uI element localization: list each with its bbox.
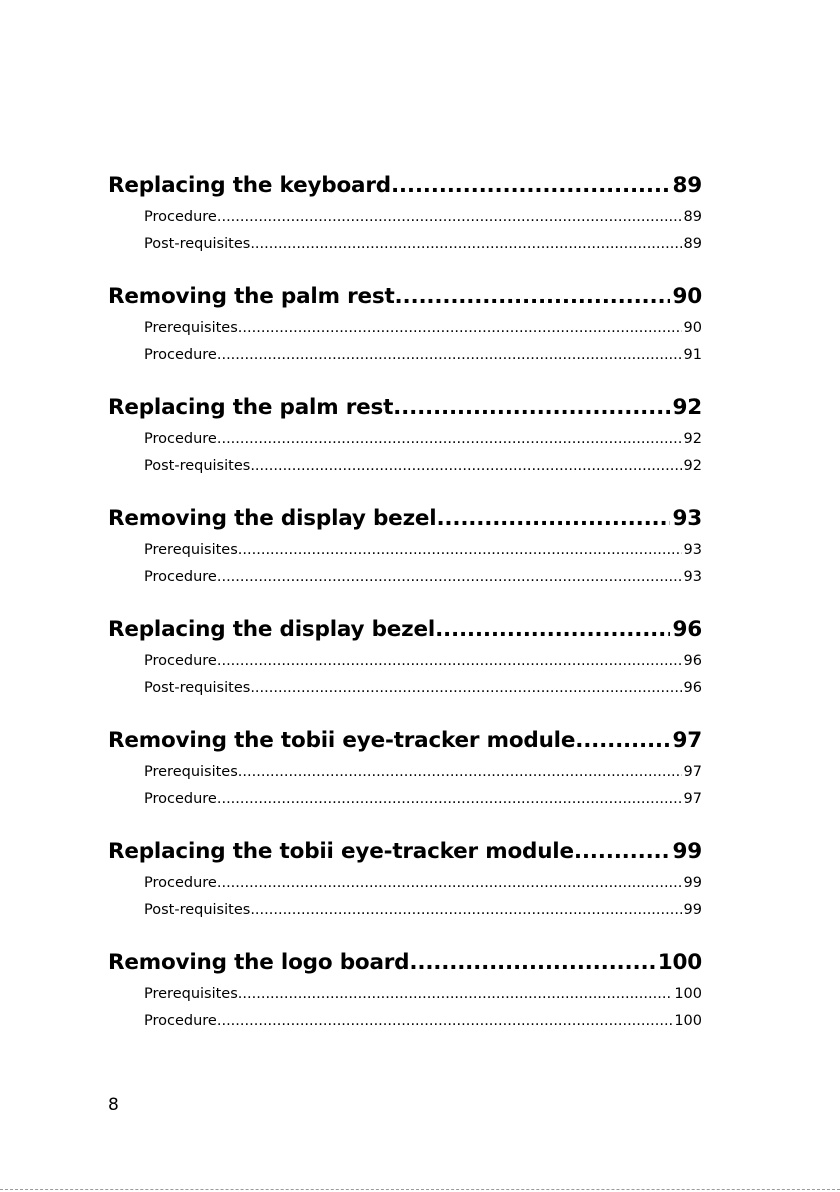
- toc-heading-entry[interactable]: [108, 279, 702, 315]
- toc-subentry[interactable]: [108, 786, 702, 813]
- toc-heading-title: Removing the palm rest: [108, 284, 395, 309]
- toc-heading-page: 96: [672, 617, 702, 642]
- toc-heading-entry[interactable]: [108, 390, 702, 426]
- toc-subentry[interactable]: [108, 870, 702, 897]
- toc-heading-page: 93: [672, 506, 702, 531]
- toc-subentry-page: 89: [683, 236, 702, 252]
- toc-subentry-label: Procedure: [144, 431, 217, 447]
- toc-subentry-label: Procedure: [144, 791, 217, 807]
- toc-subentry[interactable]: [108, 759, 702, 786]
- page-bottom-rule: [0, 1189, 840, 1190]
- toc-subentry[interactable]: [108, 453, 702, 480]
- dot-leader: [238, 315, 682, 342]
- toc-subentry[interactable]: [108, 675, 702, 702]
- toc-section: [108, 945, 702, 1035]
- toc-subentry-page: 93: [683, 542, 702, 558]
- toc-subentry[interactable]: [108, 342, 702, 369]
- toc-subentry-page: 99: [683, 875, 702, 891]
- toc-heading-entry[interactable]: [108, 945, 702, 981]
- dot-leader: [574, 834, 671, 870]
- dot-leader: [391, 168, 671, 204]
- toc-subentry-page: 96: [683, 680, 702, 696]
- toc-heading-title: Removing the logo board: [108, 950, 410, 975]
- toc-heading-entry[interactable]: [108, 501, 702, 537]
- toc-subentry-page: 97: [683, 764, 702, 780]
- toc-section: [108, 501, 702, 591]
- toc-subentry-label: Procedure: [144, 653, 217, 669]
- toc-heading-page: 99: [672, 839, 702, 864]
- toc-section: [108, 390, 702, 480]
- toc-subentry[interactable]: [108, 648, 702, 675]
- toc-subentry-page: 92: [683, 431, 702, 447]
- toc-subentry-label: Procedure: [144, 347, 217, 363]
- toc-heading-page: 100: [657, 950, 702, 975]
- dot-leader: [217, 564, 682, 591]
- dot-leader: [217, 426, 682, 453]
- toc-heading-title: Replacing the display bezel: [108, 617, 436, 642]
- dot-leader: [395, 279, 671, 315]
- dot-leader: [250, 231, 681, 258]
- toc-subentry[interactable]: [108, 537, 702, 564]
- table-of-contents: [108, 168, 702, 1056]
- toc-subentry-page: 92: [683, 458, 702, 474]
- toc-heading-title: Replacing the palm rest: [108, 395, 394, 420]
- toc-subentry-page: 99: [683, 902, 702, 918]
- toc-section: [108, 834, 702, 924]
- dot-leader: [238, 981, 673, 1008]
- toc-subentry-label: Prerequisites: [144, 320, 238, 336]
- dot-leader: [250, 675, 681, 702]
- toc-subentry[interactable]: [108, 426, 702, 453]
- dot-leader: [238, 759, 682, 786]
- toc-section: [108, 723, 702, 813]
- toc-subentry[interactable]: [108, 1008, 702, 1035]
- toc-subentry[interactable]: [108, 204, 702, 231]
- toc-heading-entry[interactable]: [108, 612, 702, 648]
- dot-leader: [250, 453, 681, 480]
- toc-section: [108, 168, 702, 258]
- toc-heading-page: 90: [672, 284, 702, 309]
- toc-subentry-page: 89: [683, 209, 702, 225]
- dot-leader: [217, 204, 682, 231]
- toc-subentry-label: Procedure: [144, 569, 217, 585]
- toc-heading-title: Removing the display bezel: [108, 506, 437, 531]
- toc-subentry[interactable]: [108, 981, 702, 1008]
- toc-heading-page: 92: [672, 395, 702, 420]
- toc-subentry-label: Prerequisites: [144, 542, 238, 558]
- dot-leader: [250, 897, 681, 924]
- toc-subentry-label: Post-requisites: [144, 236, 251, 252]
- toc-subentry-page: 100: [674, 986, 702, 1002]
- toc-section: [108, 612, 702, 702]
- toc-subentry-page: 97: [683, 791, 702, 807]
- toc-subentry-page: 96: [683, 653, 702, 669]
- toc-subentry[interactable]: [108, 315, 702, 342]
- dot-leader: [217, 786, 682, 813]
- toc-subentry-label: Post-requisites: [144, 680, 251, 696]
- toc-heading-title: Removing the tobii eye-tracker module: [108, 728, 576, 753]
- dot-leader: [217, 1008, 672, 1035]
- toc-subentry-label: Procedure: [144, 209, 217, 225]
- toc-subentry-page: 100: [674, 1013, 702, 1029]
- toc-section: [108, 279, 702, 369]
- toc-heading-entry[interactable]: [108, 168, 702, 204]
- toc-subentry[interactable]: [108, 897, 702, 924]
- dot-leader: [575, 723, 670, 759]
- dot-leader: [217, 870, 682, 897]
- toc-heading-page: 89: [672, 173, 702, 198]
- dot-leader: [217, 342, 682, 369]
- toc-heading-entry[interactable]: [108, 834, 702, 870]
- toc-subentry[interactable]: [108, 231, 702, 258]
- toc-heading-title: Replacing the tobii eye-tracker module: [108, 839, 574, 864]
- page-number: 8: [108, 1095, 119, 1115]
- toc-subentry-label: Post-requisites: [144, 458, 251, 474]
- toc-subentry-page: 90: [683, 320, 702, 336]
- toc-subentry-page: 93: [683, 569, 702, 585]
- toc-subentry-label: Prerequisites: [144, 986, 238, 1002]
- toc-subentry-label: Procedure: [144, 875, 217, 891]
- dot-leader: [436, 501, 670, 537]
- toc-heading-entry[interactable]: [108, 723, 702, 759]
- toc-subentry-page: 91: [683, 347, 702, 363]
- dot-leader: [217, 648, 682, 675]
- dot-leader: [238, 537, 682, 564]
- toc-subentry-label: Prerequisites: [144, 764, 238, 780]
- toc-subentry-label: Post-requisites: [144, 902, 251, 918]
- toc-subentry-label: Procedure: [144, 1013, 217, 1029]
- toc-subentry[interactable]: [108, 564, 702, 591]
- dot-leader: [435, 612, 670, 648]
- toc-heading-title: Replacing the keyboard: [108, 173, 391, 198]
- toc-heading-page: 97: [672, 728, 702, 753]
- dot-leader: [393, 390, 670, 426]
- dot-leader: [409, 945, 655, 981]
